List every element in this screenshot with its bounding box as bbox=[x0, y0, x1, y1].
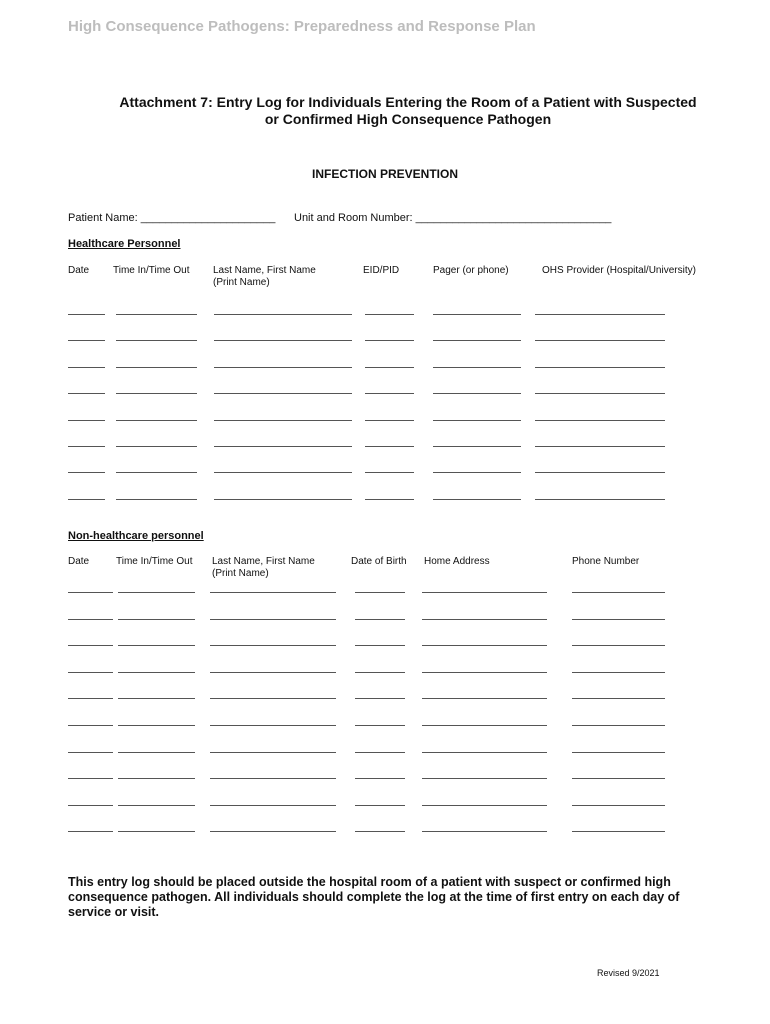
nhcp-blank-line[interactable] bbox=[422, 698, 547, 699]
nhcp-blank-line[interactable] bbox=[210, 725, 336, 726]
title-line-2: or Confirmed High Consequence Pathogen bbox=[264, 111, 552, 127]
hcp-col-0: Date bbox=[68, 265, 90, 276]
hcp-col-2: Last Name, First Name (Print Name) bbox=[213, 265, 316, 288]
nhcp-col-1: Time In/Time Out bbox=[116, 556, 193, 567]
hcp-blank-line[interactable] bbox=[433, 446, 521, 447]
hcp-blank-line[interactable] bbox=[365, 499, 414, 500]
nhcp-blank-line[interactable] bbox=[210, 672, 336, 673]
document-header: High Consequence Pathogens: Preparedness and Response Plan bbox=[68, 18, 536, 35]
nhcp-blank-line[interactable] bbox=[572, 672, 665, 673]
nhcp-blank-line[interactable] bbox=[572, 778, 665, 779]
hcp-blank-line[interactable] bbox=[433, 472, 521, 473]
nhcp-blank-line[interactable] bbox=[572, 698, 665, 699]
hcp-blank-line[interactable] bbox=[433, 367, 521, 368]
hcp-blank-line[interactable] bbox=[535, 340, 665, 341]
nhcp-blank-line[interactable] bbox=[572, 831, 665, 832]
hcp-col-5: OHS Provider (Hospital/University) bbox=[542, 265, 696, 276]
hcp-blank-line[interactable] bbox=[535, 314, 665, 315]
nhcp-blank-line[interactable] bbox=[68, 725, 113, 726]
nhcp-blank-line[interactable] bbox=[118, 805, 195, 806]
nhcp-blank-line[interactable] bbox=[210, 831, 336, 832]
instructions-note: This entry log should be placed outside the hospital room of a patient with suspect or confirmed high consequence pathogen. All individuals should complete the log at the time of first entry on each day of service or visit. bbox=[68, 875, 680, 919]
nhcp-blank-line[interactable] bbox=[118, 752, 195, 753]
nhcp-blank-line[interactable] bbox=[210, 752, 336, 753]
nhcp-col-2: Last Name, First Name (Print Name) bbox=[212, 556, 315, 579]
nhcp-blank-line[interactable] bbox=[572, 805, 665, 806]
nhcp-blank-line[interactable] bbox=[422, 805, 547, 806]
hcp-blank-line[interactable] bbox=[68, 367, 105, 368]
nhcp-col-4: Home Address bbox=[424, 556, 490, 567]
hcp-blank-line[interactable] bbox=[214, 393, 352, 394]
hcp-blank-line[interactable] bbox=[365, 472, 414, 473]
nhcp-blank-line[interactable] bbox=[355, 752, 405, 753]
nhcp-blank-line[interactable] bbox=[68, 592, 113, 593]
nhcp-blank-line[interactable] bbox=[68, 645, 113, 646]
hcp-blank-line[interactable] bbox=[68, 340, 105, 341]
nhcp-blank-line[interactable] bbox=[210, 778, 336, 779]
nhcp-blank-line[interactable] bbox=[68, 778, 113, 779]
nhcp-blank-line[interactable] bbox=[68, 831, 113, 832]
nhcp-blank-line[interactable] bbox=[355, 725, 405, 726]
hcp-blank-line[interactable] bbox=[214, 314, 352, 315]
nhcp-blank-line[interactable] bbox=[355, 645, 405, 646]
nhcp-blank-line[interactable] bbox=[118, 698, 195, 699]
hcp-blank-line[interactable] bbox=[433, 340, 521, 341]
hcp-blank-line[interactable] bbox=[365, 420, 414, 421]
nhcp-blank-line[interactable] bbox=[118, 725, 195, 726]
hcp-blank-line[interactable] bbox=[68, 446, 105, 447]
nhcp-blank-line[interactable] bbox=[210, 645, 336, 646]
nhcp-blank-line[interactable] bbox=[422, 592, 547, 593]
nhcp-blank-line[interactable] bbox=[355, 831, 405, 832]
hcp-blank-line[interactable] bbox=[68, 314, 105, 315]
nhcp-col-3: Date of Birth bbox=[351, 556, 407, 567]
hcp-blank-line[interactable] bbox=[365, 393, 414, 394]
nhcp-blank-line[interactable] bbox=[210, 698, 336, 699]
nhcp-blank-line[interactable] bbox=[355, 805, 405, 806]
hcp-blank-line[interactable] bbox=[433, 420, 521, 421]
hcp-blank-line[interactable] bbox=[116, 472, 197, 473]
nhcp-blank-line[interactable] bbox=[210, 592, 336, 593]
hcp-blank-line[interactable] bbox=[116, 446, 197, 447]
hcp-blank-line[interactable] bbox=[535, 393, 665, 394]
nhcp-blank-line[interactable] bbox=[68, 698, 113, 699]
nhcp-blank-line[interactable] bbox=[422, 752, 547, 753]
nhcp-blank-line[interactable] bbox=[118, 592, 195, 593]
hcp-blank-line[interactable] bbox=[365, 314, 414, 315]
hcp-blank-line[interactable] bbox=[535, 472, 665, 473]
nhcp-blank-line[interactable] bbox=[572, 619, 665, 620]
hcp-blank-line[interactable] bbox=[365, 340, 414, 341]
hcp-blank-line[interactable] bbox=[116, 367, 197, 368]
unit-room-field: Unit and Room Number: ________________________________ bbox=[294, 212, 612, 224]
nhcp-blank-line[interactable] bbox=[68, 805, 113, 806]
nhcp-blank-line[interactable] bbox=[355, 619, 405, 620]
hcp-blank-line[interactable] bbox=[68, 393, 105, 394]
nhcp-blank-line[interactable] bbox=[118, 645, 195, 646]
nhcp-blank-line[interactable] bbox=[422, 645, 547, 646]
hcp-blank-line[interactable] bbox=[214, 420, 352, 421]
nhcp-blank-line[interactable] bbox=[422, 831, 547, 832]
hcp-blank-line[interactable] bbox=[433, 499, 521, 500]
hcp-section-title: Healthcare Personnel bbox=[68, 238, 181, 250]
hcp-blank-line[interactable] bbox=[365, 446, 414, 447]
nhcp-blank-line[interactable] bbox=[422, 672, 547, 673]
nhcp-blank-line[interactable] bbox=[210, 619, 336, 620]
hcp-blank-line[interactable] bbox=[535, 367, 665, 368]
hcp-blank-line[interactable] bbox=[214, 499, 352, 500]
nhcp-blank-line[interactable] bbox=[68, 752, 113, 753]
nhcp-col-5: Phone Number bbox=[572, 556, 640, 567]
hcp-blank-line[interactable] bbox=[68, 499, 105, 500]
nhcp-blank-line[interactable] bbox=[355, 698, 405, 699]
nhcp-blank-line[interactable] bbox=[355, 672, 405, 673]
nhcp-blank-line[interactable] bbox=[68, 619, 113, 620]
hcp-col-1: Time In/Time Out bbox=[113, 265, 190, 276]
hcp-blank-line[interactable] bbox=[116, 340, 197, 341]
hcp-blank-line[interactable] bbox=[214, 367, 352, 368]
nhcp-blank-line[interactable] bbox=[355, 592, 405, 593]
nhcp-blank-line[interactable] bbox=[422, 725, 547, 726]
nhcp-blank-line[interactable] bbox=[118, 831, 195, 832]
nhcp-section-title: Non-healthcare personnel bbox=[68, 530, 204, 542]
nhcp-blank-line[interactable] bbox=[355, 778, 405, 779]
title-line-1: Attachment 7: Entry Log for Individuals Entering the Room of a Patient with Suspected bbox=[119, 94, 697, 110]
nhcp-blank-line[interactable] bbox=[422, 619, 547, 620]
nhcp-blank-line[interactable] bbox=[210, 805, 336, 806]
hcp-blank-line[interactable] bbox=[214, 340, 352, 341]
patient-name-field: Patient Name: ______________________ bbox=[68, 212, 276, 224]
nhcp-blank-line[interactable] bbox=[118, 672, 195, 673]
nhcp-blank-line[interactable] bbox=[572, 725, 665, 726]
nhcp-blank-line[interactable] bbox=[422, 778, 547, 779]
hcp-blank-line[interactable] bbox=[535, 420, 665, 421]
hcp-blank-line[interactable] bbox=[214, 472, 352, 473]
hcp-blank-line[interactable] bbox=[433, 393, 521, 394]
hcp-blank-line[interactable] bbox=[68, 472, 105, 473]
nhcp-blank-line[interactable] bbox=[68, 672, 113, 673]
hcp-blank-line[interactable] bbox=[116, 393, 197, 394]
hcp-blank-line[interactable] bbox=[535, 446, 665, 447]
section-subheading: INFECTION PREVENTION bbox=[311, 167, 458, 181]
hcp-blank-line[interactable] bbox=[365, 367, 414, 368]
nhcp-blank-line[interactable] bbox=[572, 752, 665, 753]
hcp-col-4: Pager (or phone) bbox=[433, 265, 509, 276]
nhcp-blank-line[interactable] bbox=[118, 778, 195, 779]
nhcp-blank-line[interactable] bbox=[118, 619, 195, 620]
nhcp-blank-line[interactable] bbox=[572, 645, 665, 646]
hcp-col-3: EID/PID bbox=[363, 265, 400, 276]
revision-date: Revised 9/2021 bbox=[597, 968, 660, 978]
nhcp-col-0: Date bbox=[68, 556, 90, 567]
nhcp-blank-line[interactable] bbox=[572, 592, 665, 593]
hcp-blank-line[interactable] bbox=[433, 314, 521, 315]
hcp-blank-line[interactable] bbox=[535, 499, 665, 500]
hcp-blank-line[interactable] bbox=[68, 420, 105, 421]
hcp-blank-line[interactable] bbox=[116, 314, 197, 315]
hcp-blank-line[interactable] bbox=[116, 420, 197, 421]
hcp-blank-line[interactable] bbox=[214, 446, 352, 447]
hcp-blank-line[interactable] bbox=[116, 499, 197, 500]
